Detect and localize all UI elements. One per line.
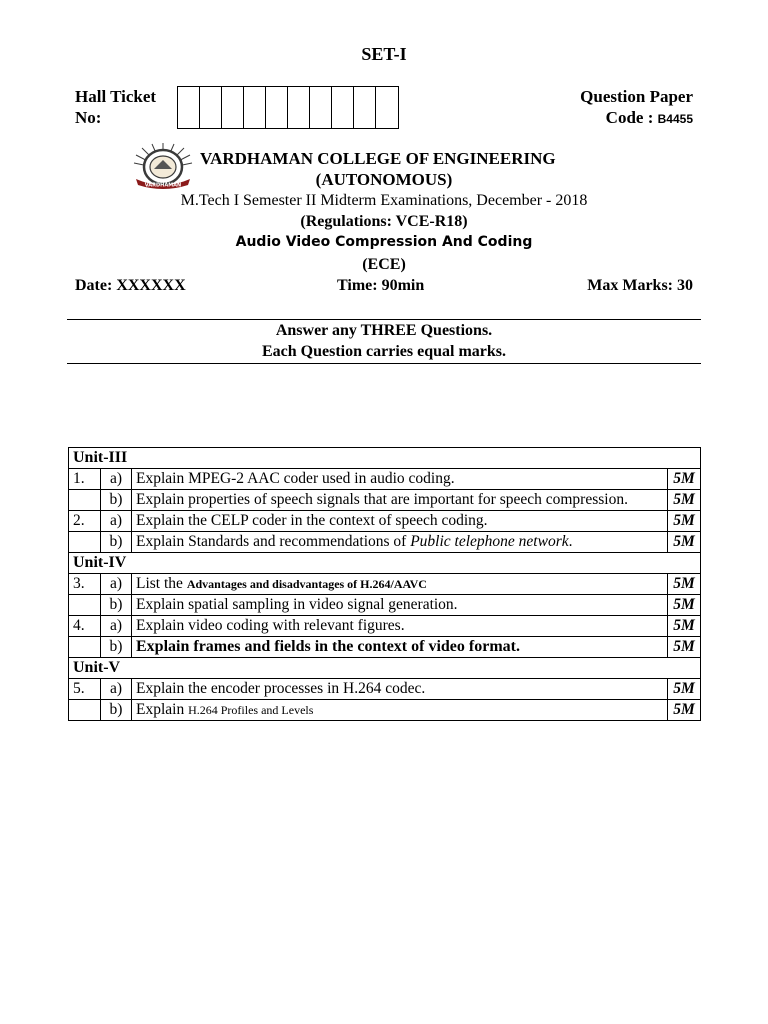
question-number [69,532,101,553]
table-row [69,490,701,511]
question-sub: a) [101,469,132,490]
question-marks: 5M [668,595,701,616]
college-name: VARDHAMAN COLLEGE OF ENGINEERING [200,149,556,168]
question-number [69,490,101,511]
question-sub: a) [101,679,132,700]
seal-banner-text: VARDHAMAN [144,182,182,189]
question-number: 4. [69,616,101,637]
unit-row [69,448,701,469]
hall-ticket-box[interactable] [200,87,222,128]
hall-ticket-boxes[interactable] [177,86,399,129]
question-text [132,532,668,553]
question-sub: b) [101,595,132,616]
max-marks: Max Marks: 30 [587,277,693,294]
table-row [69,700,701,721]
question-number: 1. [69,469,101,490]
table-row [69,679,701,700]
exam-time: Time: 90min [337,277,425,294]
hall-ticket-line2: No: [75,108,102,127]
question-marks: 5M [668,679,701,700]
question-marks: 5M [668,700,701,721]
hall-ticket-box[interactable] [244,87,266,128]
hall-ticket-line1: Hall Ticket [75,87,157,106]
question-number: 3. [69,574,101,595]
set-label: SET-I [361,44,407,64]
hall-ticket-box[interactable] [310,87,332,128]
college-status: (AUTONOMOUS) [315,170,453,189]
hall-ticket-box[interactable] [222,87,244,128]
question-text: Explain the encoder processes in H.264 codec. [132,679,668,700]
question-sub: a) [101,616,132,637]
question-text-small: H.264 Profiles and Levels [188,703,314,717]
question-number [69,595,101,616]
regulations: (Regulations: VCE-R18) [300,213,468,230]
question-text: Explain spatial sampling in video signal generation. [132,595,668,616]
question-text-bold: Advantages and disadvantages of H.264/AAVC [186,577,427,591]
unit-heading: Unit-IV [69,553,701,574]
instruction-line-1: Answer any THREE Questions. [275,322,493,339]
divider-bottom [67,363,701,364]
question-text: Explain MPEG-2 AAC coder used in audio coding. [132,469,668,490]
question-number [69,700,101,721]
question-paper-label: Question Paper [580,87,693,106]
question-number [69,637,101,658]
code-value: B4455 [657,112,693,126]
question-text [132,574,668,595]
question-text: Explain frames and fields in the context of video format. [132,637,668,658]
question-marks: 5M [668,616,701,637]
code-label: Code : [605,108,654,127]
questions-table [68,447,701,721]
unit-row [69,658,701,679]
question-text-part: Explain [136,701,189,718]
table-row [69,574,701,595]
question-text-italic: Public telephone network [410,533,569,550]
table-row [69,616,701,637]
branch: (ECE) [362,256,406,273]
exam-title: M.Tech I Semester II Midterm Examinations, December - 2018 [180,192,588,209]
table-row [69,595,701,616]
hall-ticket-label [75,86,156,128]
question-sub: a) [101,574,132,595]
question-marks: 5M [668,574,701,595]
question-text-part: Explain Standards and recommendations of [136,533,411,550]
question-text: Explain properties of speech signals that are important for speech compression. [132,490,668,511]
question-sub: b) [101,532,132,553]
question-marks: 5M [668,532,701,553]
question-text: Explain the CELP coder in the context of speech coding. [132,511,668,532]
question-marks: 5M [668,511,701,532]
hall-ticket-box[interactable] [288,87,310,128]
question-marks: 5M [668,637,701,658]
question-sub: b) [101,490,132,511]
table-row [69,469,701,490]
question-sub: b) [101,700,132,721]
hall-ticket-box[interactable] [332,87,354,128]
question-text-part: . [568,533,573,550]
instruction-line-2: Each Question carries equal marks. [262,343,506,360]
question-marks: 5M [668,469,701,490]
question-paper-code [580,86,693,130]
table-row [69,637,701,658]
question-text-part: List the [136,575,187,592]
hall-ticket-box[interactable] [354,87,376,128]
hall-ticket-box[interactable] [266,87,288,128]
question-number: 2. [69,511,101,532]
table-row [69,532,701,553]
exam-date: Date: XXXXXX [75,277,186,294]
subject-name: Audio Video Compression And Coding [235,234,533,250]
unit-row [69,553,701,574]
hall-ticket-box[interactable] [376,87,398,128]
question-text [132,700,668,721]
question-number: 5. [69,679,101,700]
table-row [69,511,701,532]
hall-ticket-box[interactable] [178,87,200,128]
question-marks: 5M [668,490,701,511]
question-sub: a) [101,511,132,532]
question-sub: b) [101,637,132,658]
unit-heading: Unit-III [69,448,701,469]
unit-heading: Unit-V [69,658,701,679]
question-text: Explain video coding with relevant figures. [132,616,668,637]
